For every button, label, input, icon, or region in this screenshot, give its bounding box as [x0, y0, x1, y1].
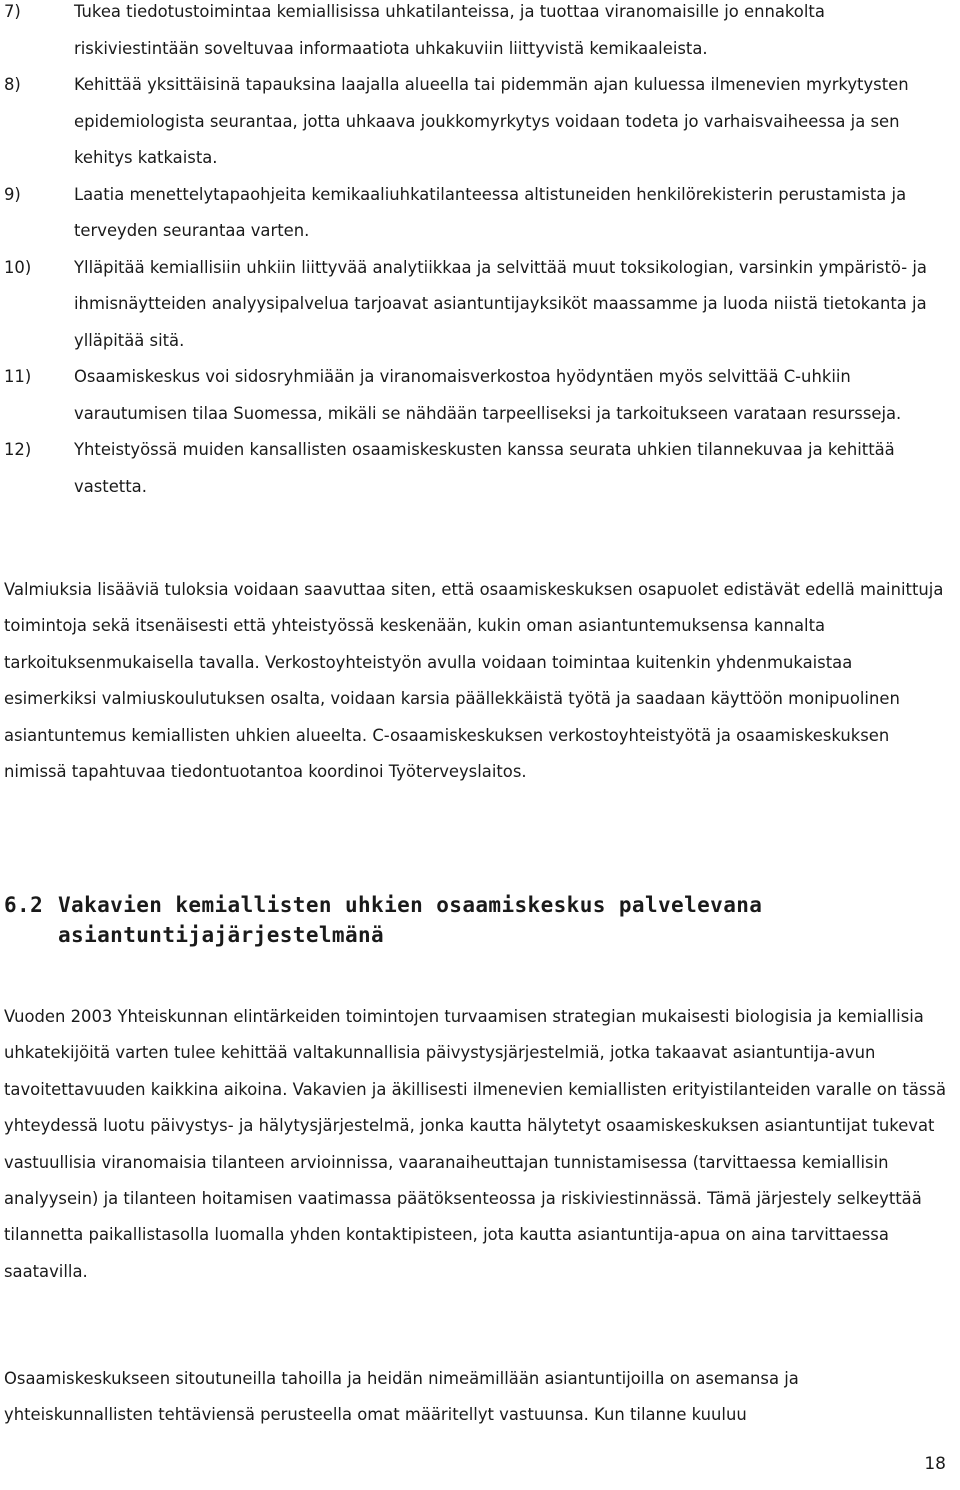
section-number: 6.2	[4, 893, 44, 917]
list-item	[0, 0, 942, 67]
list-item-text: Osaamiskeskus voi sidosryhmiään ja viranomaisverkostoa hyödyntäen myös selvittää C-uhkiin varautumisen tilaa Suomessa, mikäli se nähdään tarpeelliseksi ja tarkoitukseen varataan resursseja.	[74, 367, 902, 423]
list-item-number: 12)	[4, 440, 32, 459]
list-item-text: Laatia menettelytapaohjeita kemikaaliuhkatilanteessa altistuneiden henkilörekisterin perustamista ja terveyden seurantaa varten.	[74, 184, 907, 240]
list-item-text: Tukea tiedotustoimintaa kemiallisissa uhkatilanteissa, ja tuottaa viranomaisille jo ennakolta riskiviestintään soveltuvaa informaatiota uhkakuviin liittyvistä kemikaaleista.	[74, 2, 825, 58]
body-paragraph: Valmiuksia lisääviä tuloksia voidaan saavuttaa siten, että osaamiskeskuksen osapuolet edistävät edellä mainittuja toimintoja sekä itsenäisesti että yhteistyössä keskenään, kukin oman asiantuntemuksensa kannalta tarkoituksenmukaisella tavalla. Verkostoyhteistyön avulla voidaan toimintaa kuitenkin yhdenmukaistaa esimerkiksi valmiuskoulutuksen osalta, voidaan karsia päällekkäistä työtä ja saadaan käyttöön monipuolinen asiantuntemus kemiallisten uhkien alueelta. C-osaamiskeskuksen verkostoyhteistyötä ja osaamiskeskuksen nimissä tapahtuvaa tiedontuotantoa koordinoi Työterveyslaitos.	[4, 580, 944, 782]
list-item-number: 9)	[4, 184, 21, 204]
list-item-text: Yhteistyössä muiden kansallisten osaamiskeskusten kanssa seurata uhkien tilannekuvaa ja kehittää vastetta.	[74, 440, 895, 496]
section-title-line2: asiantuntijajärjestelmänä	[58, 923, 385, 947]
list-item-number: 8)	[4, 75, 21, 94]
page-number: 18	[924, 1454, 946, 1474]
list-item-number: 7)	[4, 2, 21, 21]
list-item	[0, 177, 942, 250]
list-item	[0, 432, 942, 505]
list-item	[0, 67, 942, 177]
list-item-number: 10)	[4, 257, 32, 277]
list-item-number: 11)	[4, 367, 32, 386]
list-item	[0, 250, 942, 360]
section-heading	[4, 890, 904, 950]
list-item-text: Ylläpitää kemiallisiin uhkiin liittyvää analytiikkaa ja selvittää muut toksikologian, varsinkin ympäristö- ja ihmisnäytteiden analyysipalvelua tarjoavat asiantuntijayksiköt maassamme ja luoda niistä tietokanta ja ylläpitää sitä.	[74, 257, 927, 350]
body-paragraph: Osaamiskeskukseen sitoutuneilla tahoilla ja heidän nimeämillään asiantuntijoilla on asemansa ja yhteiskunnallisten tehtäviensä perusteella omat määritellyt vastuunsa. Kun tilanne kuuluu	[4, 1369, 799, 1425]
list-item-text: Kehittää yksittäisinä tapauksina laajalla alueella tai pidemmän ajan kuluessa ilmenevien myrkytysten epidemiologista seurantaa, jotta uhkaava joukkomyrkytys voidaan todeta jo varhaisvaiheessa ja sen kehitys katkaista.	[74, 75, 909, 167]
numbered-list	[0, 0, 960, 505]
list-item	[0, 359, 942, 432]
body-paragraph: Vuoden 2003 Yhteiskunnan elintärkeiden toimintojen turvaamisen strategian mukaisesti biologisia ja kemiallisia uhkatekijöitä varten tulee kehittää valtakunnallisia päivystysjärjestelmiä, jotka takaavat asiantuntija-avun tavoitettavuuden kaikkina aikoina. Vakavien ja äkillisesti ilmenevien kemiallisten erityistilanteiden varalle on tässä yhteydessä luotu päivystys- ja hälytysjärjestelmä, jonka kautta hälytetyt osaamiskeskuksen asiantuntijat tukevat vastuullisia viranomaisia tilanteen arvioinnissa, vaaranaiheuttajan tunnistamisessa (tarvittaessa kemiallisin analyysein) ja tilanteen hoitamisen vaatimassa päätöksenteossa ja riskiviestinnässä. Tämä järjestely selkeyttää tilannetta paikallistasolla luomalla yhden kontaktipisteen, jota kautta asiantuntija-apua on aina tarvittaessa saatavilla.	[4, 1007, 947, 1281]
section-title-line1: Vakavien kemiallisten uhkien osaamiskeskus palvelevana	[58, 893, 763, 917]
